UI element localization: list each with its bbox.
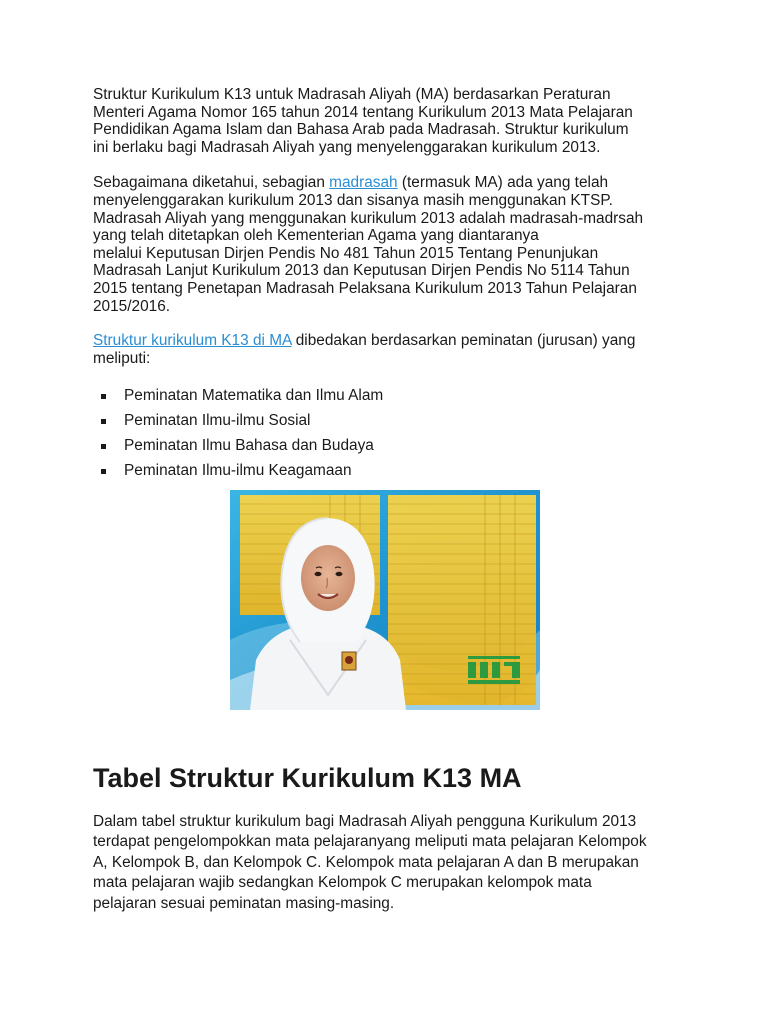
- madrasah-paragraph: [93, 174, 683, 315]
- bullet-icon: [101, 469, 106, 474]
- madrasah-link[interactable]: madrasah: [329, 174, 398, 192]
- list-item: [93, 387, 683, 405]
- peminatan-list: [93, 387, 683, 479]
- list-item-label: Peminatan Matematika dan Ilmu Alam: [124, 387, 384, 405]
- paragraph-text-start: Sebagaimana diketahui, sebagian: [93, 174, 330, 192]
- list-item: [93, 462, 683, 480]
- list-item-label: Peminatan Ilmu-ilmu Sosial: [124, 412, 311, 430]
- bullet-icon: [101, 444, 106, 449]
- peminatan-paragraph: [93, 332, 683, 367]
- section-heading: Tabel Struktur Kurikulum K13 MA: [93, 763, 522, 793]
- list-item: [93, 412, 683, 430]
- bullet-icon: [101, 419, 106, 424]
- bullet-icon: [101, 394, 106, 399]
- paragraph-text-end: dibedakan berdasarkan peminatan (jurusan) yang meliputi:: [93, 332, 636, 367]
- closing-paragraph: Dalam tabel struktur kurikulum bagi Madrasah Aliyah pengguna Kurikulum 2013 terdapat pengelompokkan mata pelajaranyang meliputi mata pelajaran Kelompok A, Kelompok B, dan Kelompok C. Kelompok mata pelajaran A dan B merupakan mata pelajaran wajib sedangkan Kelompok C merupakan kelompok mata pelajaran sesuai peminatan masing-masing.: [93, 813, 647, 912]
- paragraph-text-end: (termasuk MA) ada yang telah menyelenggarakan kurikulum 2013 dan sisanya masih menggunakan KTSP. Madrasah Aliyah yang menggunakan kurikulum 2013 adalah madrasah-madrsah yang telah ditetapkan oleh Kementerian Agama yang diantaranya melalui Keputusan Dirjen Pendis No 481 Tahun 2015 Tentang Penunjukan Madrasah Lanjut Kurikulum 2013 dan Keputusan Dirjen Pendis No 5114 Tahun 2015 tentang Penetapan Madrasah Pelaksana Kurikulum 2013 Tahun Pelajaran 2015/2016.: [93, 174, 644, 315]
- intro-paragraph: Struktur Kurikulum K13 untuk Madrasah Aliyah (MA) berdasarkan Peraturan Menteri Agama Nomor 165 tahun 2014 tentang Kurikulum 2013 Mata Pelajaran Pendidikan Agama Islam dan Bahasa Arab pada Madrasah. Struktur kurikulum ini berlaku bagi Madrasah Aliyah yang menyelenggarakan kurikulum 2013.: [93, 86, 633, 156]
- article-body: [93, 86, 683, 487]
- closing-section: [93, 812, 683, 914]
- struktur-kurikulum-link[interactable]: Struktur kurikulum K13 di MA: [93, 332, 292, 350]
- photo-illustration: [230, 490, 540, 710]
- list-item-label: Peminatan Ilmu Bahasa dan Budaya: [124, 437, 374, 455]
- list-item-label: Peminatan Ilmu-ilmu Keagamaan: [124, 461, 352, 479]
- curriculum-table-photo: [230, 490, 540, 710]
- list-item: [93, 437, 683, 455]
